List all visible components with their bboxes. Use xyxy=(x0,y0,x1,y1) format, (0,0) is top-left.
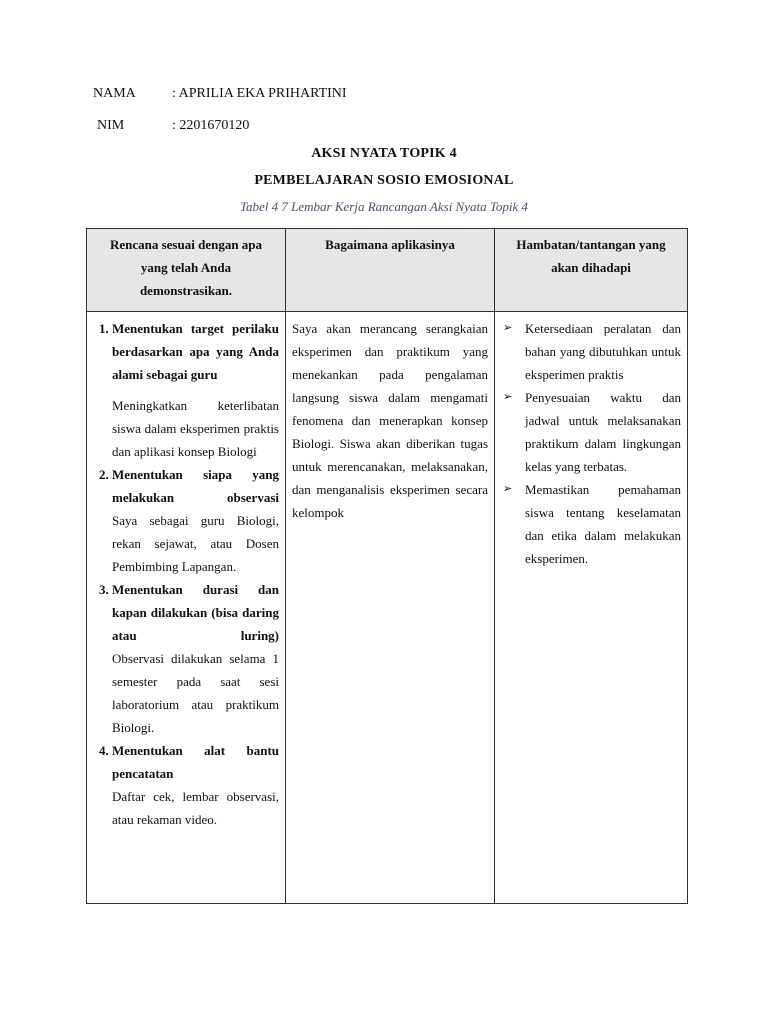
arrow-bullet-icon: ➢ xyxy=(503,391,513,403)
document-title: AKSI NYATA TOPIK 4 xyxy=(311,146,457,161)
challenge-item xyxy=(501,386,681,478)
nim-label: NIM xyxy=(97,118,125,133)
challenges-cell xyxy=(495,312,688,904)
name-label: NAMA xyxy=(93,86,136,101)
table-row xyxy=(87,312,688,904)
step-description: Observasi dilakukan selama 1 semester pada saat sesi laboratorium atau praktikum Biologi. xyxy=(112,651,279,735)
challenge-item xyxy=(501,317,681,386)
header-plan: Rencana sesuai dengan apa yang telah Anda demonstrasikan. xyxy=(87,229,286,312)
challenge-text: Ketersediaan peralatan dan bahan yang dibutuhkan untuk eksperimen praktis xyxy=(525,321,681,382)
plan-cell xyxy=(87,312,286,904)
step-description: Daftar cek, lembar observasi, atau rekaman video. xyxy=(112,789,279,827)
plan-step-1 xyxy=(112,317,279,463)
name-value: : APRILIA EKA PRIHARTINI xyxy=(172,86,347,101)
header-application: Bagaimana aplikasinya xyxy=(286,229,495,312)
header-challenges: Hambatan/tantangan yang akan dihadapi xyxy=(495,229,688,312)
challenge-item xyxy=(501,478,681,570)
arrow-bullet-icon: ➢ xyxy=(503,322,513,334)
identity-name-row xyxy=(93,86,347,102)
challenges-list xyxy=(501,317,681,570)
document-subtitle: PEMBELAJARAN SOSIO EMOSIONAL xyxy=(254,173,514,188)
nim-value: : 2201670120 xyxy=(172,118,250,133)
plan-steps-list xyxy=(93,317,279,831)
action-plan-table xyxy=(86,228,688,904)
plan-step-3 xyxy=(112,578,279,739)
table-caption: Tabel 4 7 Lembar Kerja Rancangan Aksi Nyata Topik 4 xyxy=(239,199,529,214)
plan-step-4 xyxy=(112,739,279,831)
identity-nim-row xyxy=(97,118,249,134)
application-cell: Saya akan merancang serangkaian eksperimen dan praktikum yang menekankan pada pengalaman langsung siswa dalam mengamati fenomena dan menerapkan konsep Biologi. Siswa akan diberikan tugas untuk merencanakan, melaksanakan, dan menganalisis eksperimen secara kelompok xyxy=(286,312,495,904)
plan-step-2 xyxy=(112,463,279,578)
step-title: 4. Menentukan alat bantu pencatatan xyxy=(112,743,279,781)
step-title: 2. Menentukan siapa yang melakukan observasi xyxy=(112,467,279,505)
arrow-bullet-icon: ➢ xyxy=(503,483,513,495)
step-description: Meningkatkan keterlibatan siswa dalam eksperimen praktis dan aplikasi konsep Biologi xyxy=(112,398,279,459)
challenge-text: Penyesuaian waktu dan jadwal untuk melaksanakan praktikum dalam lingkungan kelas yang terbatas. xyxy=(525,390,681,474)
step-description: Saya sebagai guru Biologi, rekan sejawat, atau Dosen Pembimbing Lapangan. xyxy=(112,513,279,574)
step-title: 3. Menentukan durasi dan kapan dilakukan (bisa daring atau luring) xyxy=(112,582,279,643)
step-title: 1. Menentukan target perilaku berdasarkan apa yang Anda alami sebagai guru xyxy=(112,321,279,382)
challenge-text: Memastikan pemahaman siswa tentang keselamatan dan etika dalam melakukan eksperimen. xyxy=(525,482,681,566)
table-header-row xyxy=(87,229,688,312)
